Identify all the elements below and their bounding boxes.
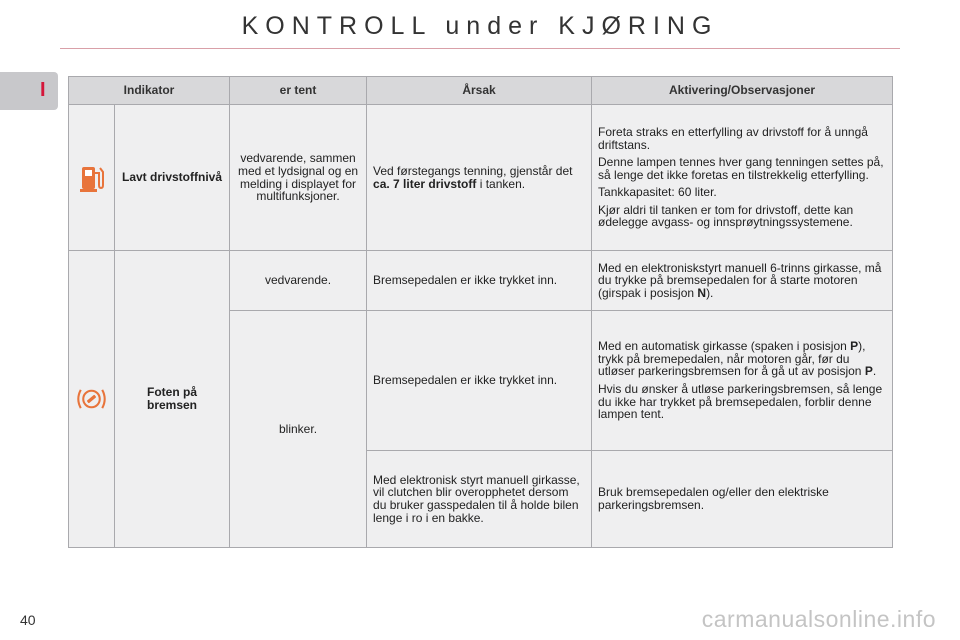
chapter-letter: I [40,79,46,101]
brake-cause-2: Bremsepedalen er ikke trykket inn. [367,311,592,451]
title-divider [60,48,900,49]
page-title: KONTROLL under KJØRING [241,12,719,40]
brake-cause-1: Bremsepedalen er ikke trykket inn. [367,251,592,311]
fuel-cause-text: Ved førstegangs tenning, gjenstår det [373,163,573,178]
fuel-observation: Tankkapasitet: 60 liter. [598,185,717,200]
brake-lit-flashing: blinker. [230,311,367,548]
brake-icon-cell [69,251,115,548]
gear-position-p: P [864,364,873,379]
brake-observation-text: Med en elektroniskstyrt manuell 6-trinns girkasse, må du trykke på bremsepedalen for å starte motoren (girspak i posisjon [598,260,882,300]
brake-observation-2 [592,311,893,451]
gear-position-n: N [697,285,707,300]
fuel-cause-tail: i tanken. [476,176,526,191]
fuel-observation: Foreta straks en etterfylling av drivstoff for å unngå driftstans. [598,124,868,152]
column-header-cause: Årsak [367,77,592,105]
indicator-table [68,76,893,548]
brake-observation-paragraph [598,340,886,378]
brake-indicator-name: Foten på bremsen [115,251,230,548]
column-header-observations: Aktivering/Observasjoner [592,77,893,105]
brake-pedal-icon [75,384,108,414]
column-header-lit: er tent [230,77,367,105]
brake-observation-paragraph: Hvis du ønsker å utløse parkeringsbremsen, så lenge du ikke har trykket på bremsepedalen, forblir denne lampen tent. [598,382,883,422]
fuel-icon-cell [69,105,115,251]
brake-cause-3: Med elektronisk styrt manuell girkasse, vil clutchen blir overopphetet dersom du bruker gasspedalen til å holde bilen lenge i ro i en bakke. [367,451,592,548]
brake-observation-tail: ). [706,285,714,300]
fuel-pump-icon [79,163,105,193]
fuel-cause [367,105,592,251]
brake-lit-continuous: vedvarende. [230,251,367,311]
fuel-lit-status: vedvarende, sammen med et lydsignal og en melding i displayet for multifunksjoner. [230,105,367,251]
brake-observation-3: Bruk bremsepedalen og/eller den elektriske parkeringsbremsen. [592,451,893,548]
table-row-fuel [69,105,893,251]
chapter-tab [0,72,58,110]
column-header-indicator: Indikator [69,77,230,105]
brake-observation-text: Med en automatisk girkasse (spaken i posisjon [598,339,851,354]
fuel-indicator-name: Lavt drivstoffnivå [115,105,230,251]
fuel-observations [592,105,893,251]
gear-position-p: P [850,339,859,354]
brake-observation-tail: . [872,364,877,379]
brake-observation-1 [592,251,893,311]
fuel-cause-amount: ca. 7 liter drivstoff [373,176,477,191]
watermark: carmanualsonline.info [701,606,936,632]
page-number: 40 [20,612,36,628]
table-row-brake-1 [69,251,893,311]
fuel-observation: Denne lampen tennes hver gang tenningen settes på, så lenge det ikke foretas en tilstrekkelig etterfylling. [598,155,884,182]
table-header-row [69,77,893,105]
brake-observation-text: ), trykk på bremepedalen, når motoren går, før du utløser parkeringsbremsen for å gå ut av posisjon [598,339,866,379]
fuel-observation: Kjør aldri til tanken er tom for drivstoff, dette kan ødelegge avgass- og innsprøytningssystemene. [598,202,854,230]
